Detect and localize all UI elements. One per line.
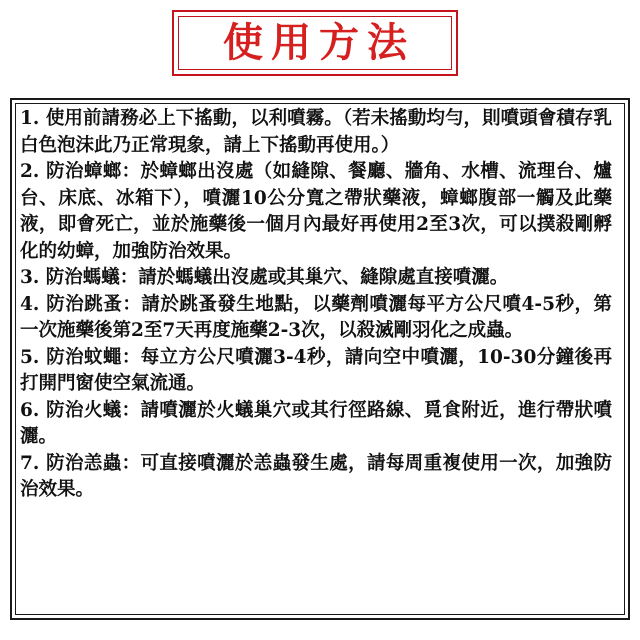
item-number: 2. bbox=[20, 161, 40, 182]
instruction-item-1 bbox=[20, 106, 612, 159]
instruction-item-3 bbox=[20, 265, 612, 292]
instruction-item-6 bbox=[20, 398, 612, 451]
instruction-item-4 bbox=[20, 292, 612, 345]
instruction-item-7 bbox=[20, 451, 612, 504]
item-text: 防治蚊蠅：每立方公尺噴灑3-4秒，請向空中噴灑，10-30分鐘後再打開門窗使空氣流通。 bbox=[20, 346, 612, 394]
instructions-frame bbox=[10, 98, 630, 620]
title-frame bbox=[172, 10, 458, 76]
title-inner-frame bbox=[178, 16, 452, 70]
page-title: 使用方法 bbox=[223, 19, 415, 66]
item-text: 使用前請務必上下搖動，以利噴霧。（若未搖動均勻，則噴頭會積存乳白色泡沫此乃正常現象，請上下搖動再使用。） bbox=[20, 108, 612, 156]
item-number: 7. bbox=[20, 452, 40, 474]
item-text: 防治螞蟻：請於螞蟻出沒處或其巢穴、縫隙處直接噴灑。 bbox=[45, 267, 509, 288]
item-text: 防治蟑螂：於蟑螂出沒處（如縫隙、餐廳、牆角、水槽、流理台、爐台、床底、冰箱下），噴灑10公分寬之帶狀藥液，蟑螂腹部一觸及此藥液，即會死亡，並於施藥後一個月內最好再使用2至3次，可以撲殺剛孵化的幼蟑，加強防治效果。 bbox=[20, 161, 612, 262]
item-number: 4. bbox=[20, 293, 40, 315]
item-number: 3. bbox=[20, 267, 40, 288]
item-text: 防治火蟻：請噴灑於火蟻巢穴或其行徑路線、覓食附近，進行帶狀噴灑。 bbox=[20, 399, 612, 447]
item-text: 防治跳蚤：請於跳蚤發生地點，以藥劑噴灑每平方公尺噴4-5秒，第一次施藥後第2至7天再度施藥2-3次，以殺滅剛羽化之成蟲。 bbox=[20, 293, 612, 341]
instruction-item-5 bbox=[20, 345, 612, 398]
item-number: 1. bbox=[20, 108, 40, 129]
instruction-item-2 bbox=[20, 159, 612, 265]
item-text: 防治恙蟲：可直接噴灑於恙蟲發生處，請每周重複使用一次，加強防治效果。 bbox=[20, 452, 612, 500]
item-number: 6. bbox=[20, 399, 40, 421]
instructions-list bbox=[20, 106, 612, 504]
item-number: 5. bbox=[20, 346, 40, 368]
